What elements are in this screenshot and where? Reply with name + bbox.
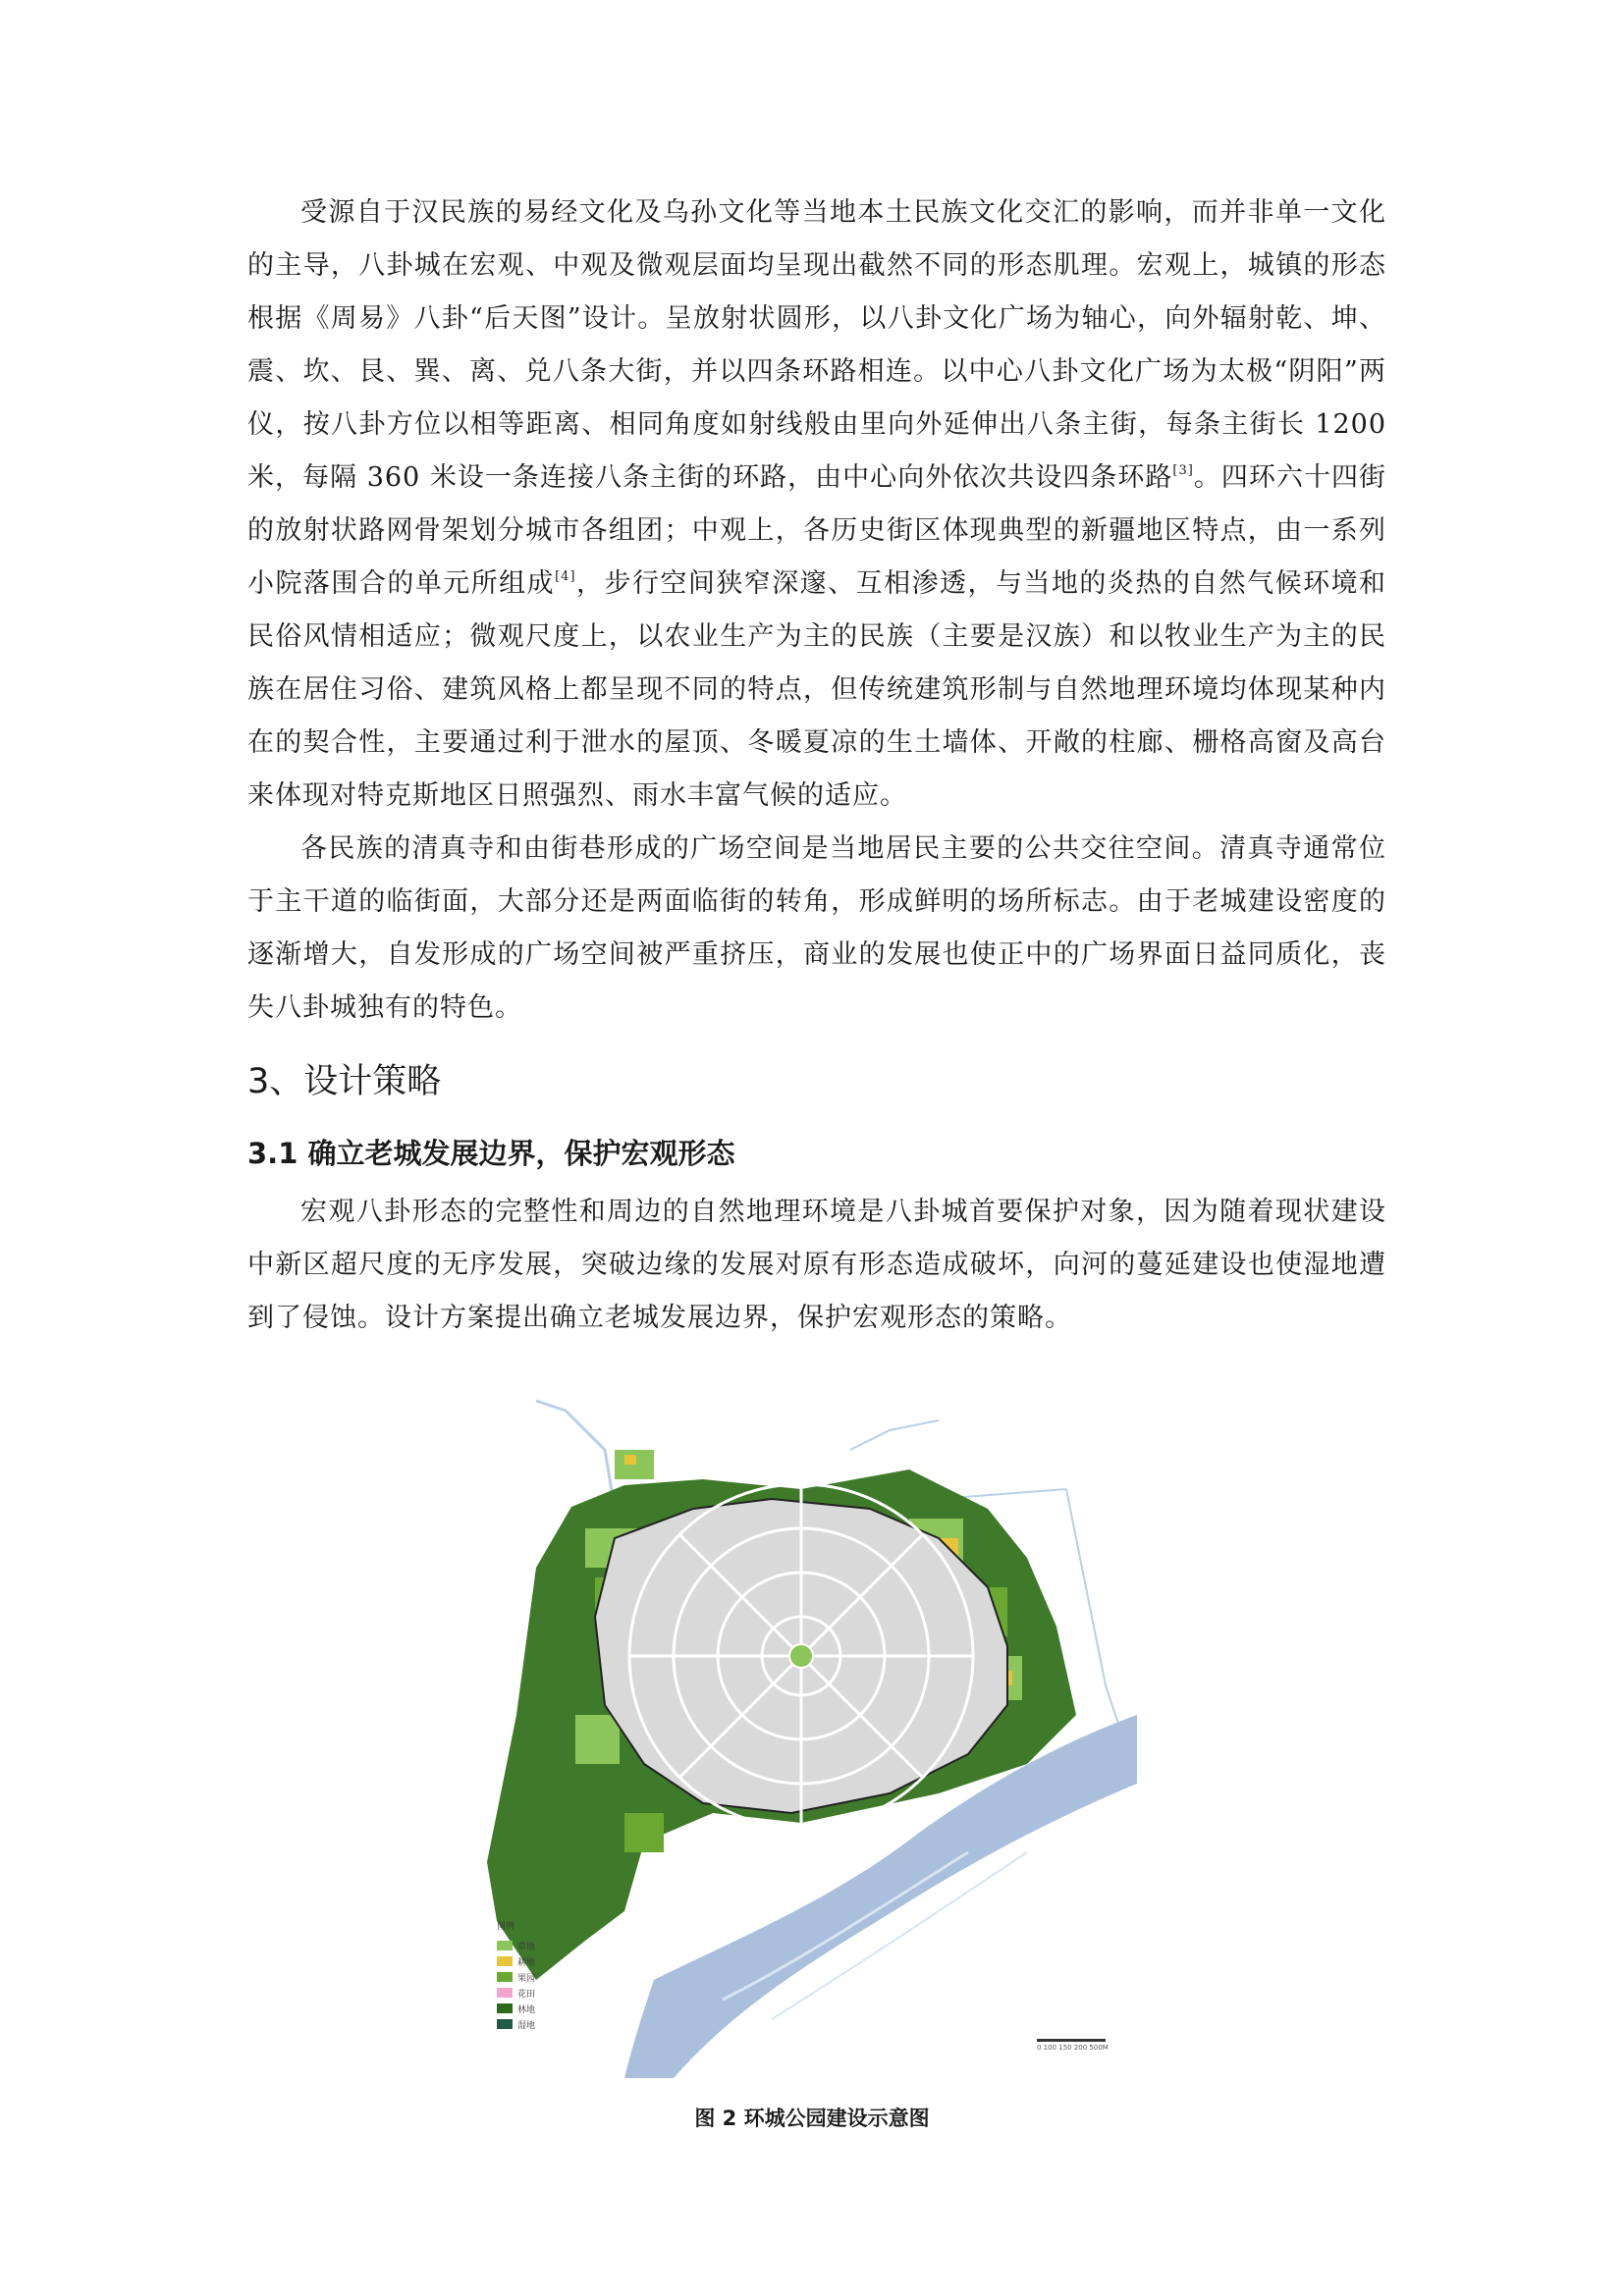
figure-caption: 图 2 环城公园建设示意图: [694, 2107, 930, 2130]
paragraph-1: [247, 187, 1386, 823]
citation-4: [4]: [555, 569, 576, 584]
legend-item: [497, 1938, 535, 1953]
park-plan-map: [477, 1391, 1137, 2082]
legend-swatch: [497, 2003, 513, 2013]
farmland-patch: [575, 1715, 620, 1764]
legend-item: [497, 1953, 535, 1969]
legend-item: [497, 1985, 535, 2001]
farmland-patch: [624, 1813, 664, 1852]
legend-item: [497, 2016, 535, 2032]
page-body: [247, 187, 1386, 1345]
subsection-heading: 3.1 确立老城发展边界，保护宏观形态: [247, 1137, 735, 1170]
legend-swatch: [497, 1972, 513, 1982]
legend-label: 耕地: [517, 1957, 536, 1968]
paragraph-2: 各民族的清真寺和由街巷形成的广场空间是当地居民主要的公共交往空间。清真寺通常位于主干道的临街面，大部分还是两面临街的转角，形成鲜明的场所标志。由于老城建设密度的逐渐增大，自发形成的广场空间被严重挤压，商业的发展也使正中的广场界面日益同质化，丧失八卦城独有的特色。: [247, 833, 1386, 1023]
legend-item: [497, 1969, 535, 1985]
legend-label: 花田: [517, 1989, 536, 2000]
legend-swatch: [497, 1988, 513, 1998]
bagua-central-square: [789, 1644, 813, 1668]
legend-item: [497, 2001, 535, 2016]
legend-swatch: [497, 2019, 513, 2029]
figure-2-map: [477, 1391, 1137, 2082]
paragraph-1-text-b: 。四环六十四街的放射状路网骨架划分城市各组团；中观上，各历史街区体现典型的新疆地区特点，由一系列小院落围合的单元所组成: [247, 462, 1386, 599]
legend-label: 果园: [517, 1973, 536, 1984]
legend-label: 湿地: [517, 2020, 536, 2031]
citation-3: [3]: [1172, 463, 1194, 478]
scale-bar: [1037, 2039, 1109, 2052]
legend-label: 草地: [517, 1942, 536, 1952]
scale-bar-label: 0 100 150 200 500M: [1037, 2044, 1109, 2052]
paragraph-1-text-c: ，步行空间狭窄深邃、互相渗透，与当地的炎热的自然气候环境和民俗风情相适应；微观尺度上，以农业生产为主的民族（主要是汉族）和以牧业生产为主的民族在居住习俗、建筑风格上都呈现不同的特点，但传统建筑形制与自然地理环境均体现某种内在的契合性，主要通过利于泄水的屋顶、冬暖夏凉的生土墙体、开敞的柱廊、栅格高窗及高台来体现对特克斯地区日照强烈、雨水丰富气候的适应。: [247, 568, 1386, 811]
farmland-patch: [624, 1455, 636, 1465]
paragraph-3: 宏观八卦形态的完整性和周边的自然地理环境是八卦城首要保护对象，因为随着现状建设中新区超尺度的无序发展，突破边缘的发展对原有形态造成破坏，向河的蔓延建设也使湿地遭到了侵蚀。设计方案提出确立老城发展边界，保护宏观形态的策略。: [247, 1197, 1386, 1333]
legend-label: 林地: [517, 2004, 536, 2015]
legend-title: 图例: [497, 1922, 515, 1932]
map-legend: [497, 1919, 535, 2032]
legend-swatch: [497, 1956, 513, 1966]
paragraph-1-text-a: 受源自于汉民族的易经文化及乌孙文化等当地本土民族文化交汇的影响，而并非单一文化的主导，八卦城在宏观、中观及微观层面均呈现出截然不同的形态肌理。宏观上，城镇的形态根据《周易》八卦“后天图”设计。呈放射状圆形，以八卦文化广场为轴心，向外辐射乾、坤、震、坎、艮、巽、离、兑八条大街，并以四条环路相连。以中心八卦文化广场为太极“阴阳”两仪，按八卦方位以相等距离、相同角度如射线般由里向外延伸出八条主街，每条主街长 1200 米，每隔 360 米设一条连接八条主街的环路，由中心向外依次共设四条环路: [247, 197, 1386, 493]
legend-swatch: [497, 1941, 513, 1950]
section-heading: 3、设计策略: [247, 1062, 442, 1101]
